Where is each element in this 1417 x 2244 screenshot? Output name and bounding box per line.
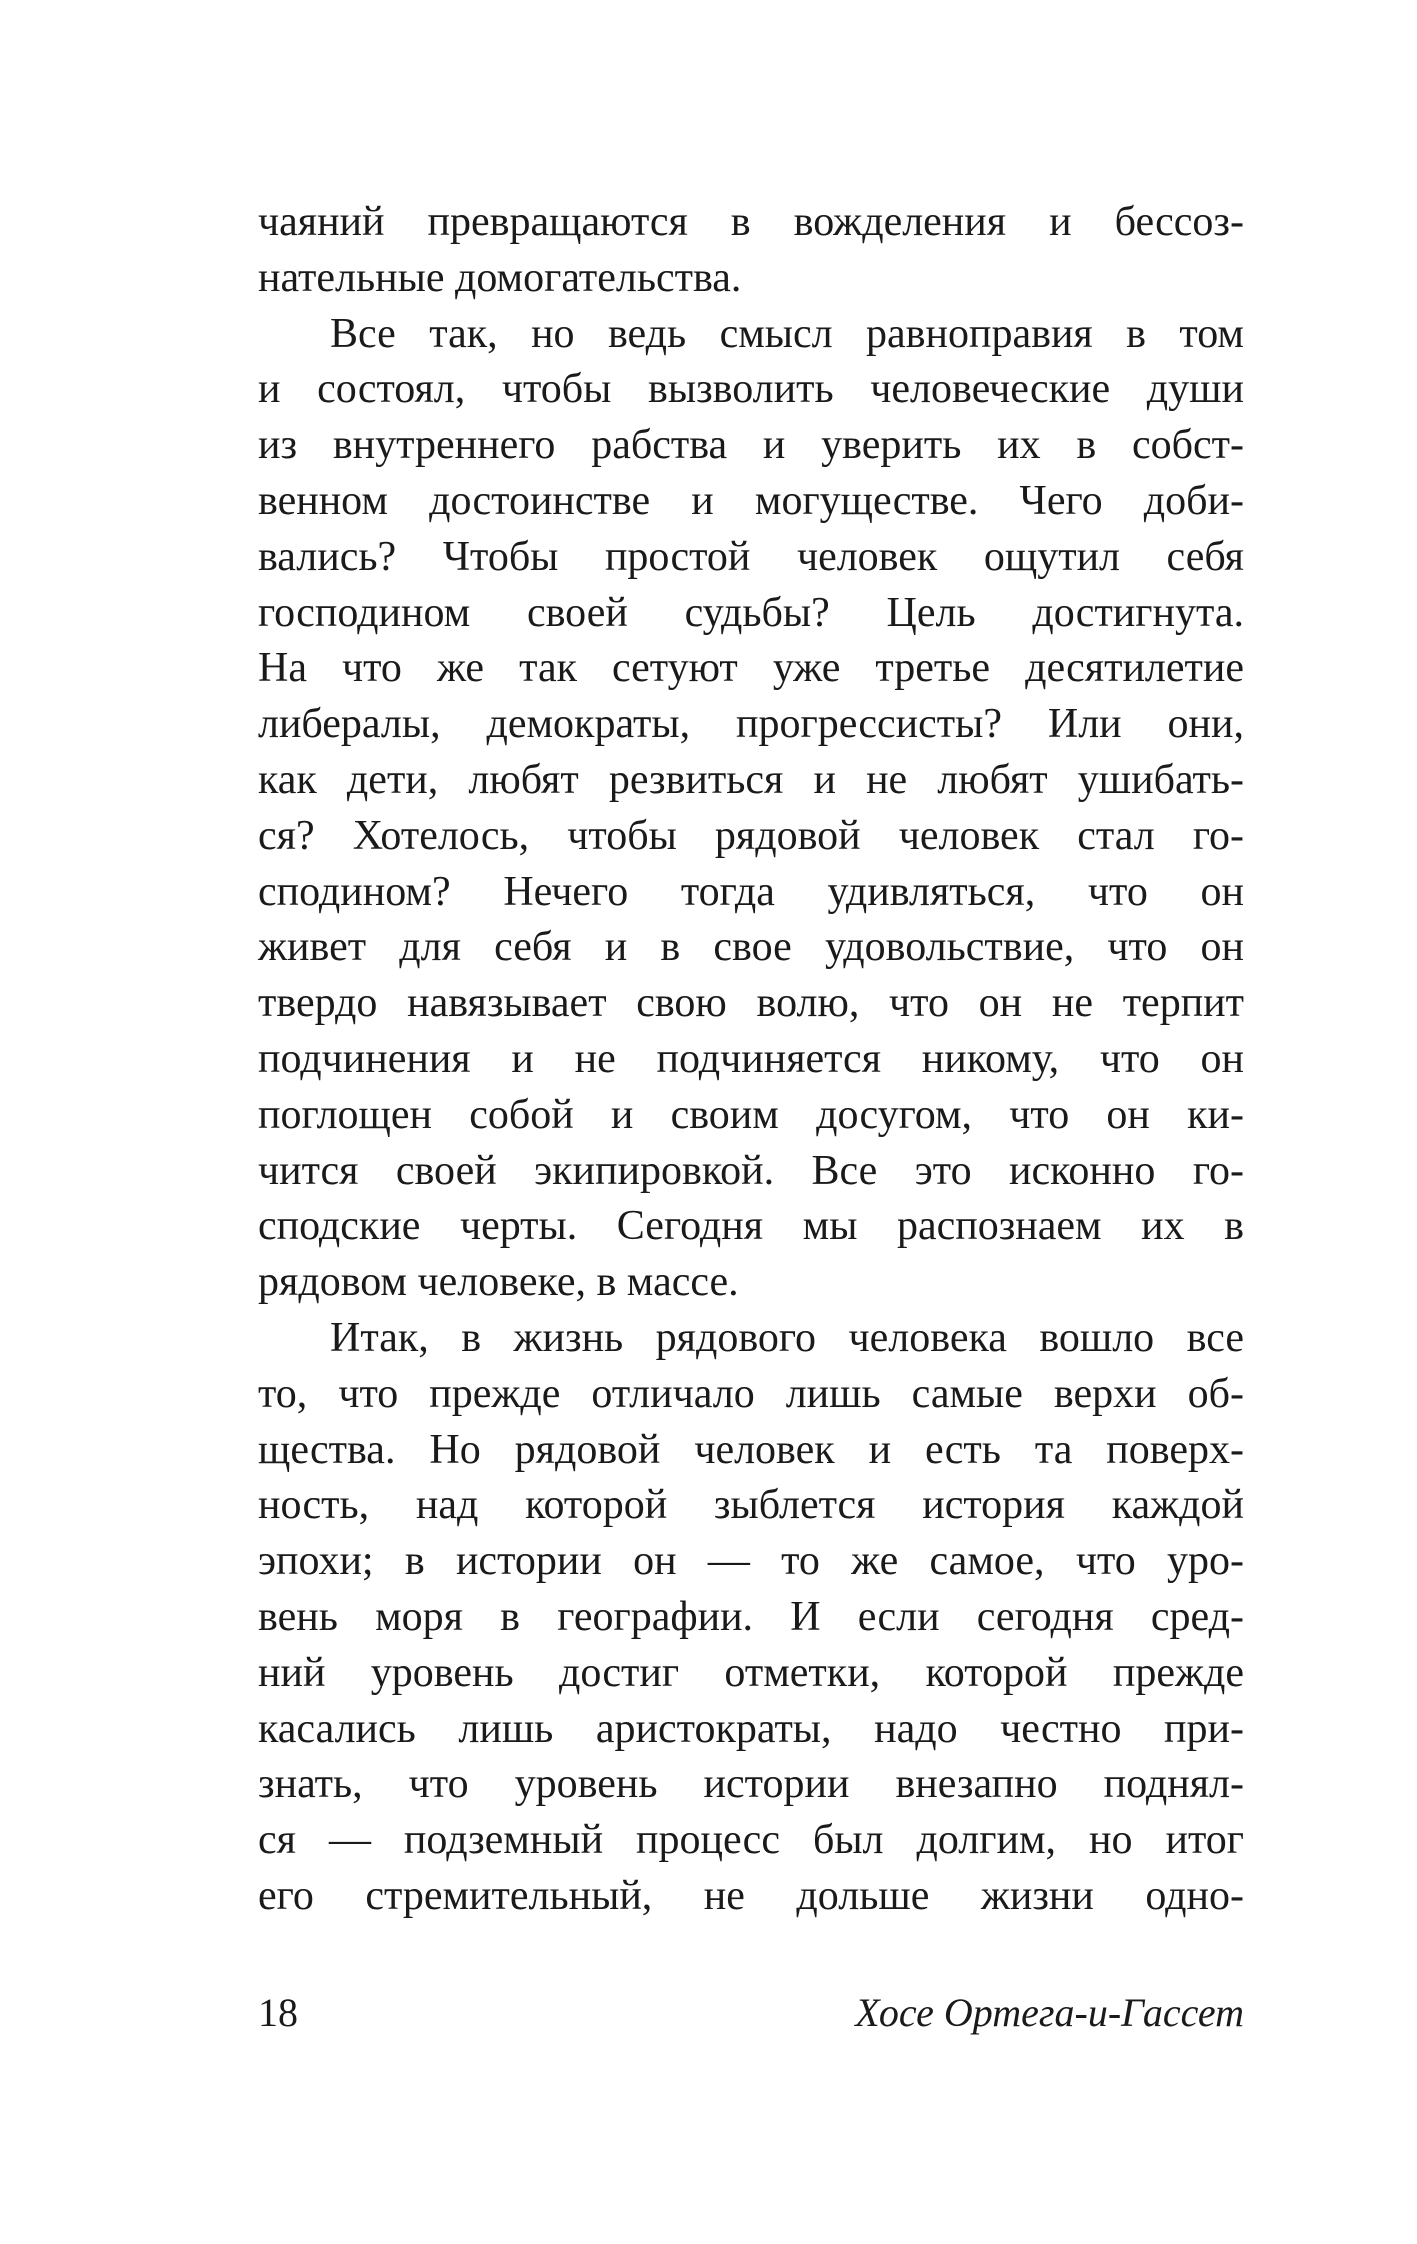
text-line: живет для себя и в свое удовольствие, что он	[258, 924, 1244, 971]
text-line: чится своей экипировкой. Все это исконно го-	[258, 1147, 1244, 1194]
text-line: поглощен собой и своим досугом, что он ки-	[258, 1091, 1244, 1138]
text-line: венном достоинстве и могуществе. Чего доби-	[258, 477, 1244, 524]
text-line: подчинения и не подчиняется никому, что он	[258, 1035, 1244, 1082]
text-line: вень моря в географии. И если сегодня сред-	[258, 1593, 1244, 1640]
text-line: рядовом человеке, в массе.	[258, 1259, 739, 1306]
text-line: его стремительный, не дольше жизни одно-	[258, 1872, 1244, 1919]
text-line: как дети, любят резвиться и не любят ушибать-	[258, 756, 1244, 803]
text-line: На что же так сетуют уже третье десятилетие	[258, 645, 1244, 692]
text-line: вались? Чтобы простой человек ощутил себя	[258, 533, 1244, 580]
page-number: 18	[258, 1990, 298, 2035]
text-line: ность, над которой зыблется история каждой	[258, 1482, 1244, 1529]
text-line: и состоял, чтобы вызволить человеческие души	[258, 366, 1244, 413]
text-line: Все так, но ведь смысл равноправия в том	[330, 310, 1244, 357]
body-text	[258, 195, 1244, 1925]
text-line: эпохи; в истории он — то же самое, что уро-	[258, 1538, 1244, 1585]
text-line: господином своей судьбы? Цель достигнута.	[258, 589, 1244, 636]
text-line: ся? Хотелось, чтобы рядовой человек стал го-	[258, 812, 1244, 859]
running-author: Хосе Ортега-и-Гассет	[855, 1990, 1244, 2035]
text-line: твердо навязывает свою волю, что он не терпит	[258, 980, 1244, 1027]
text-line: из внутреннего рабства и уверить их в собст-	[258, 422, 1244, 469]
text-line: нательные домогательства.	[258, 254, 742, 301]
text-line: то, что прежде отличало лишь самые верхи об-	[258, 1370, 1244, 1417]
text-line: ся — подземный процесс был долгим, но итог	[258, 1817, 1244, 1864]
text-line: сподские черты. Сегодня мы распознаем их в	[258, 1203, 1244, 1250]
text-line: касались лишь аристократы, надо честно при-	[258, 1705, 1244, 1752]
text-line: Итак, в жизнь рядового человека вошло все	[330, 1314, 1244, 1361]
text-line: знать, что уровень истории внезапно поднял-	[258, 1761, 1244, 1808]
page-footer	[258, 1985, 1244, 2041]
text-line: ний уровень достиг отметки, которой прежде	[258, 1649, 1244, 1696]
text-line: щества. Но рядовой человек и есть та поверх-	[258, 1426, 1244, 1473]
text-line: сподином? Нечего тогда удивляться, что он	[258, 868, 1244, 915]
text-line: либералы, демократы, прогрессисты? Или они,	[258, 701, 1244, 748]
text-line: чаяний превращаются в вожделения и бессоз-	[258, 199, 1244, 245]
